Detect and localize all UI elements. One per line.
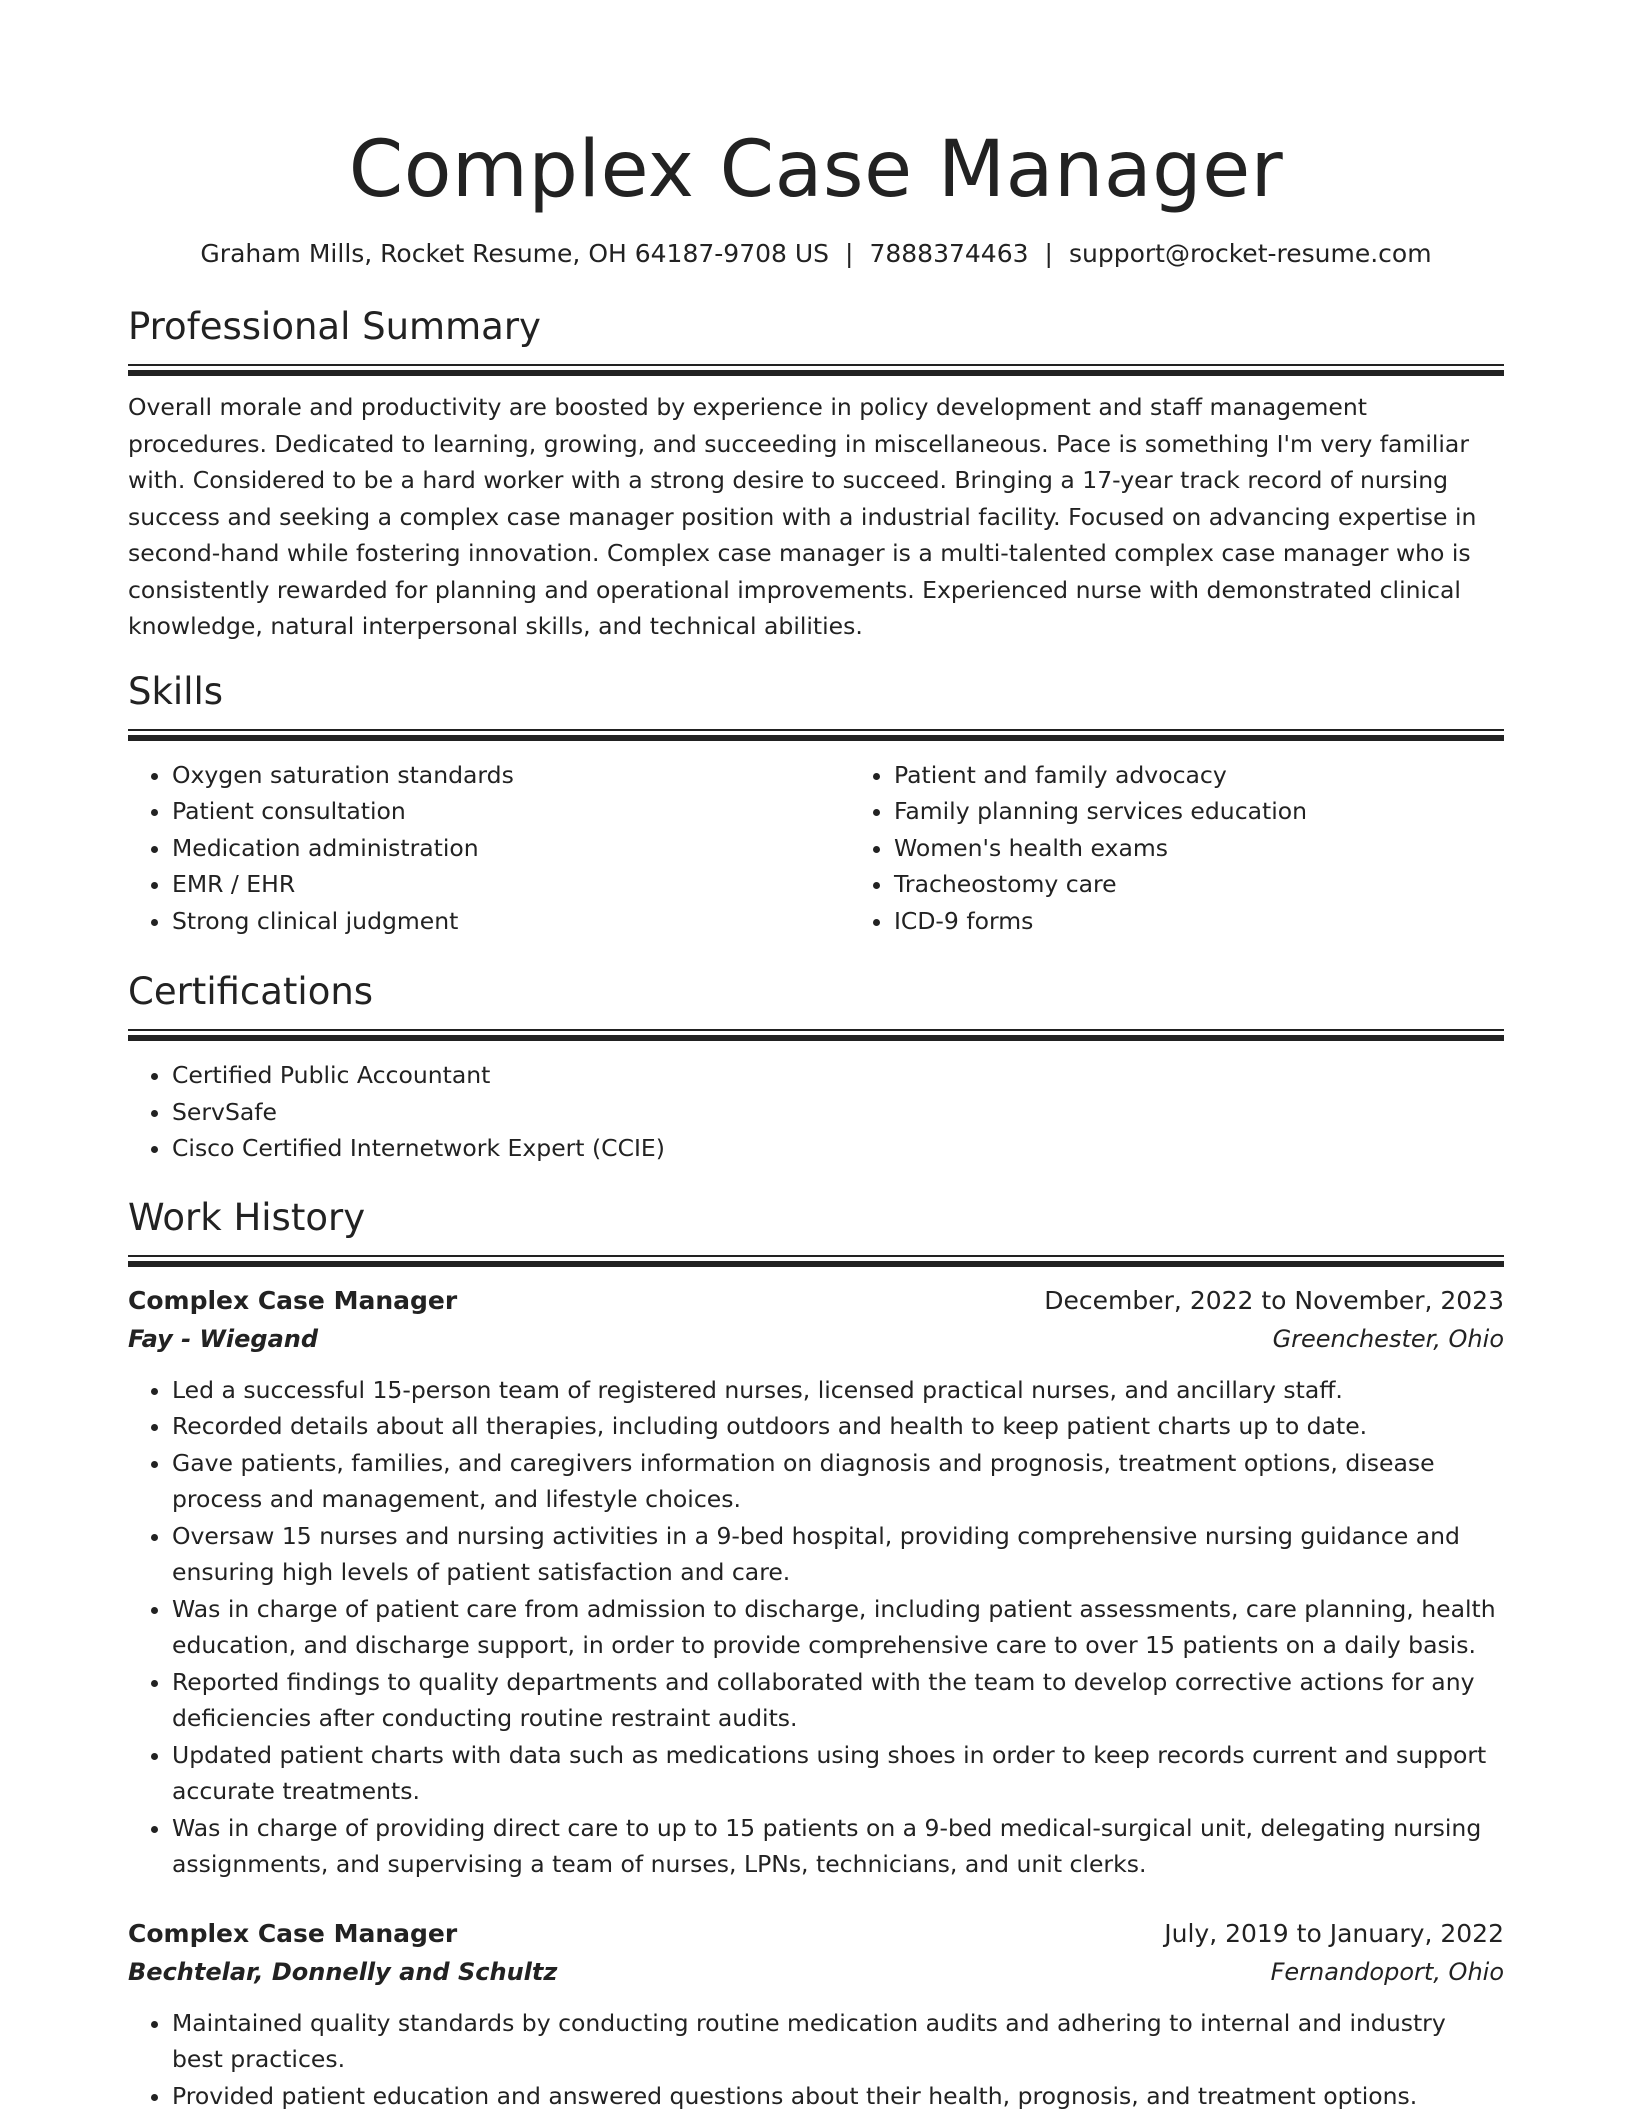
list-item: • Oxygen saturation standards [172, 757, 850, 794]
section-divider [128, 1255, 1504, 1270]
job-location: Fernandoport, Ohio [1271, 1953, 1504, 1991]
list-item: • Recorded details about all therapies, including outdoors and health to keep patient charts up to date. [172, 1408, 1504, 1445]
list-item: • Maintained quality standards by conducting routine medication audits and adhering to internal and industry best practices. [172, 2005, 1504, 2078]
section-divider [128, 364, 1504, 379]
section-divider [128, 729, 1504, 744]
job-company-row [128, 1953, 1504, 1991]
list-item: • ICD-9 forms [894, 903, 1572, 940]
job-title: Complex Case Manager [128, 1915, 457, 1953]
list-item: • Medication administration [172, 830, 850, 867]
job-dates: July, 2019 to January, 2022 [1164, 1915, 1504, 1953]
summary-section [128, 302, 1504, 645]
list-item: • Was in charge of patient care from admission to discharge, including patient assessments, care planning, health education, and discharge support, in order to provide comprehensive care to over 15 patients on a daily basis. [172, 1591, 1504, 1664]
skills-section [128, 667, 1504, 940]
job-bullets [128, 2005, 1504, 2114]
job-dates: December, 2022 to November, 2023 [1044, 1282, 1504, 1320]
list-item: • Tracheostomy care [894, 866, 1572, 903]
skills-list-left [128, 757, 850, 940]
job-company: Fay - Wiegand [128, 1320, 318, 1358]
section-divider [128, 1029, 1504, 1044]
resume-page [128, 0, 1504, 2114]
skills-list-right [850, 757, 1572, 940]
section-heading-certifications: Certifications [128, 967, 1504, 1017]
resume-title: Complex Case Manager [128, 120, 1504, 220]
contact-address: Graham Mills, Rocket Resume, OH 64187-9708 US [200, 239, 829, 268]
certifications-section [128, 967, 1504, 1167]
contact-separator: | [845, 236, 853, 272]
list-item: • Reported findings to quality departments and collaborated with the team to develop corrective actions for any deficiencies after conducting routine restraint audits. [172, 1664, 1504, 1737]
job-header-row [128, 1915, 1504, 1953]
work-history-section [128, 1193, 1504, 2114]
list-item: • Was in charge of providing direct care to up to 15 patients on a 9-bed medical-surgical unit, delegating nursing assignments, and supervising a team of nurses, LPNs, technicians, and unit clerks. [172, 1810, 1504, 1883]
list-item: • Cisco Certified Internetwork Expert (CCIE) [172, 1130, 1504, 1167]
job-title: Complex Case Manager [128, 1282, 457, 1320]
job-company-row [128, 1320, 1504, 1358]
job-entry [128, 1915, 1504, 2114]
section-heading-skills: Skills [128, 667, 1504, 717]
job-company: Bechtelar, Donnelly and Schultz [128, 1953, 557, 1991]
list-item: • Oversaw 15 nurses and nursing activities in a 9-bed hospital, providing comprehensive nursing guidance and ensuring high levels of patient satisfaction and care. [172, 1518, 1504, 1591]
list-item: • Strong clinical judgment [172, 903, 850, 940]
job-entry [128, 1282, 1504, 1883]
section-heading-work-history: Work History [128, 1193, 1504, 1243]
contact-separator: | [1045, 236, 1053, 272]
job-location: Greenchester, Ohio [1273, 1320, 1504, 1358]
list-item: • Gave patients, families, and caregivers information on diagnosis and prognosis, treatment options, disease process and management, and lifestyle choices. [172, 1445, 1504, 1518]
contact-line [128, 236, 1504, 272]
list-item: • Patient and family advocacy [894, 757, 1572, 794]
job-header-row [128, 1282, 1504, 1320]
list-item: • Family planning services education [894, 793, 1572, 830]
list-item: • ServSafe [172, 1094, 1504, 1131]
summary-text: Overall morale and productivity are boosted by experience in policy development and staff management procedures. Dedicated to learning, growing, and succeeding in miscellaneous. Pace is something I'm very familiar with. Considered to be a hard worker with a strong desire to succeed. Bringing a 17-year track record of nursing success and seeking a complex case manager position with a industrial facility. Focused on advancing expertise in second-hand while fostering innovation. Complex case manager is a multi-talented complex case manager who is consistently rewarded for planning and operational improvements. Experienced nurse with demonstrated clinical knowledge, natural interpersonal skills, and technical abilities. [128, 389, 1504, 645]
list-item: • Provided patient education and answered questions about their health, prognosis, and treatment options. [172, 2078, 1504, 2114]
contact-phone: 7888374463 [869, 239, 1028, 268]
list-item: • Women's health exams [894, 830, 1572, 867]
contact-email: support@rocket-resume.com [1069, 239, 1432, 268]
certifications-list [128, 1057, 1504, 1167]
skills-grid [128, 757, 1504, 940]
job-bullets [128, 1372, 1504, 1883]
list-item: • Led a successful 15-person team of registered nurses, licensed practical nurses, and ancillary staff. [172, 1372, 1504, 1409]
list-item: • EMR / EHR [172, 866, 850, 903]
list-item: • Patient consultation [172, 793, 850, 830]
list-item: • Updated patient charts with data such as medications using shoes in order to keep records current and support accurate treatments. [172, 1737, 1504, 1810]
section-heading-summary: Professional Summary [128, 302, 1504, 352]
list-item: • Certified Public Accountant [172, 1057, 1504, 1094]
